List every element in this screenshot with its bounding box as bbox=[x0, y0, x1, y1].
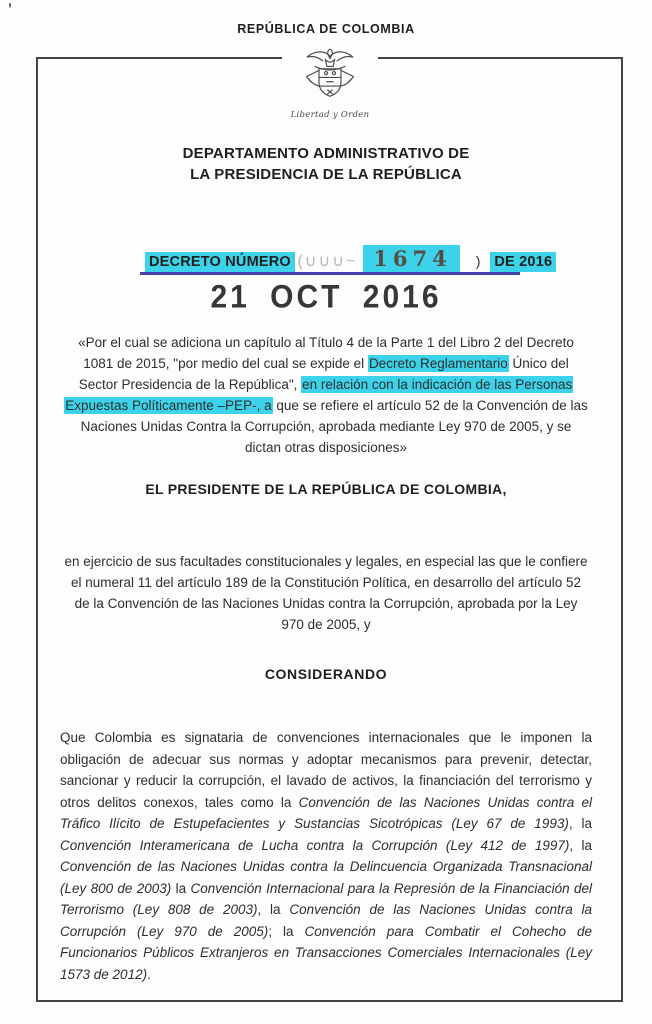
department-heading-line2: LA PRESIDENCIA DE LA REPÚBLICA bbox=[190, 166, 462, 183]
president-heading: EL PRESIDENTE DE LA REPÚBLICA DE COLOMBIA, bbox=[145, 481, 507, 497]
emblem-motto: Libertad y Orden bbox=[290, 110, 370, 120]
considering-heading: CONSIDERANDO bbox=[264, 666, 388, 682]
coat-of-arms-icon bbox=[284, 46, 376, 112]
decree-number-stamp: 1674 bbox=[363, 245, 459, 272]
preamble-quote-paragraph: «Por el cual se adiciona un capítulo al Título 4 de la Parte 1 del Libro 2 del Decreto 1081 de 2015, "por medio del cual se expide el Decreto Reglamentario Único del Sector Presidencia de la República", en relación con la indicación de las Personas Expuestas Políticamente –PEP-, a que se refiere el artículo 52 de la Convención de las Naciones Unidas Contra la Corrupción, aprobada mediante Ley 970 de 2005, y se dictan otras disposiciones» bbox=[65, 335, 588, 455]
stamp-trace-marks: ’(∪∪∪~ bbox=[291, 253, 358, 270]
department-heading bbox=[0, 143, 652, 185]
decree-year: DE 2016 bbox=[490, 252, 556, 272]
scan-artifact-mark: ’ bbox=[8, 0, 12, 16]
blue-underline-rule bbox=[140, 272, 520, 275]
republic-header: REPÚBLICA DE COLOMBIA bbox=[237, 22, 415, 36]
coat-of-arms bbox=[282, 46, 378, 132]
date-stamp: 21 OCT 2016 bbox=[210, 279, 442, 316]
decree-close-paren: ) bbox=[475, 253, 481, 269]
considering-paragraph: Que Colombia es signataria de convenciones internacionales que le imponen la obligación de adecuar sus normas y adoptar mecanismos para prevenir, detectar, sancionar y reducir la corrupción, el lavado de activos, la financiación del terrorismo y otros delitos conexos, tales como la Convención de las Naciones Unidas contra el Tráfico Ilícito de Estupefacientes y Sustancias Sicotrópicas (Ley 67 de 1993), la Convención Interamericana de Lucha contra la Corrupción (Ley 412 de 1997), la Convención de las Naciones Unidas contra la Delincuencia Organizada Transnacional (Ley 800 de 2003) la Convención Internacional para la Represión de la Financiación del Terrorismo (Ley 808 de 2003), la Convención de las Naciones Unidas contra la Corrupción (Ley 970 de 2005); la Convención para Combatir el Cohecho de Funcionarios Públicos Extranjeros en Transacciones Comerciales Internacionales (Ley 1573 de 2012). bbox=[60, 730, 593, 982]
decree-label: DECRETO NÚMERO bbox=[145, 252, 295, 272]
powers-paragraph: en ejercicio de sus facultades constitucionales y legales, en especial las que le confiere el numeral 11 del artículo 189 de la Constitución Política, en desarrollo del artículo 52 de la Convención de las Naciones Unidas contra la Corrupción, aprobada por la Ley 970 de 2005, y bbox=[64, 554, 588, 632]
decree-number-line bbox=[145, 245, 553, 272]
department-heading-line1: DEPARTAMENTO ADMINISTRATIVO DE bbox=[182, 145, 470, 162]
